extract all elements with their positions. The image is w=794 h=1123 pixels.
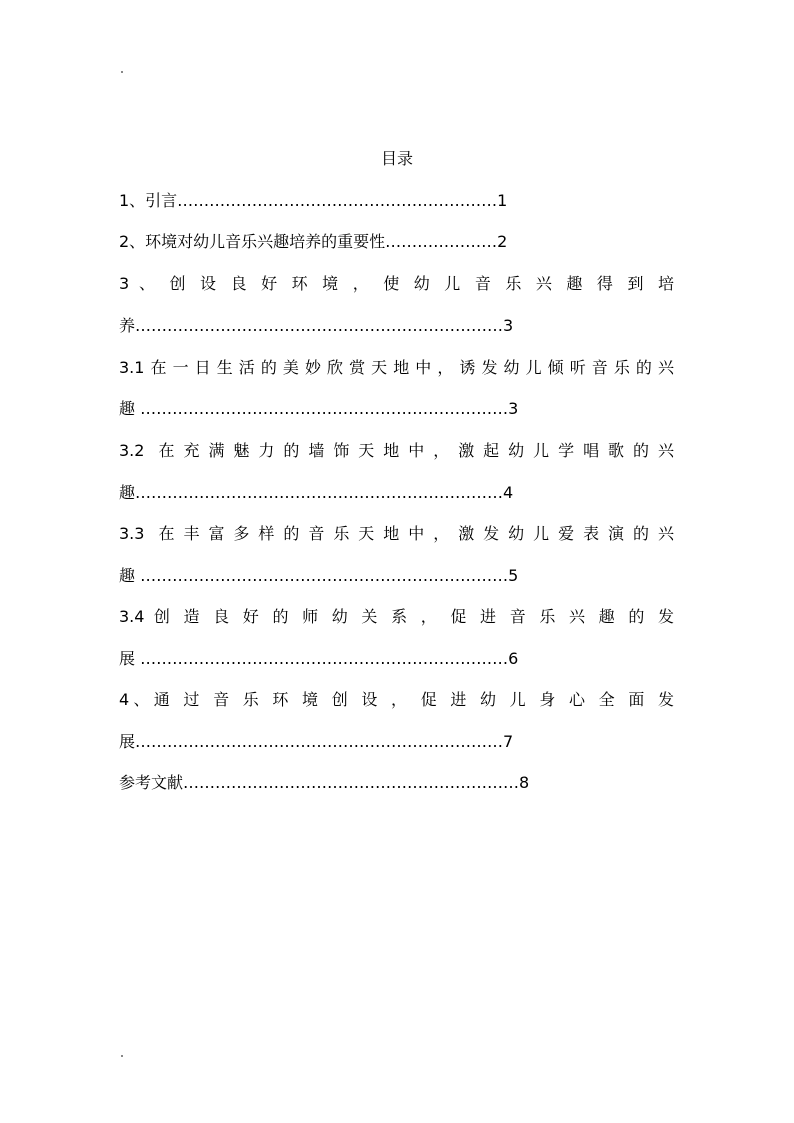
toc-title: 目录	[380, 149, 413, 168]
toc-entry-3-2-line2: 趣……………………………………………………………4	[119, 483, 514, 502]
toc-entry-3-3-line2: 趣 ……………………………………………………………5	[119, 566, 519, 585]
toc-entry-4-line2: 展……………………………………………………………7	[119, 732, 514, 751]
toc-entry-3-4-line1: 3.4 创 造 良 好 的 师 幼 关 系 ， 促 进 音 乐 兴 趣 的 发	[119, 607, 674, 626]
toc-entry-4-line1: 4、通 过 音 乐 环 境 创 设 ， 促 进 幼 儿 身 心 全 面 发	[119, 690, 674, 709]
toc-entry-2: 2、环境对幼儿音乐兴趣培养的重要性…………………2	[119, 232, 508, 251]
toc-entry-references: 参考文献………………………………………………………8	[119, 773, 530, 792]
toc-entry-3-2-line1: 3.2 在充满魅力的墙饰天地中，激起幼儿学唱歌的兴	[119, 441, 674, 460]
toc-entry-3-4-line2: 展 ……………………………………………………………6	[119, 649, 519, 668]
page-corner-mark	[121, 71, 123, 73]
toc-entry-3-line1: 3 、 创 设 良 好 环 境 ， 使 幼 儿 音 乐 兴 趣 得 到 培	[119, 274, 674, 293]
toc-entry-3-1-line1: 3.1在一日生活的美妙欣赏天地中，诱发幼儿倾听音乐的兴	[119, 358, 674, 377]
page-corner-mark	[121, 1055, 123, 1057]
toc-entry-3-3-line1: 3.3 在丰富多样的音乐天地中，激发幼儿爱表演的兴	[119, 524, 674, 543]
toc-entry-1: 1、引言……………………………………………………1	[119, 191, 508, 210]
toc-entry-3-line2: 养……………………………………………………………3	[119, 316, 514, 335]
toc-entry-3-1-line2: 趣 ……………………………………………………………3	[119, 399, 519, 418]
